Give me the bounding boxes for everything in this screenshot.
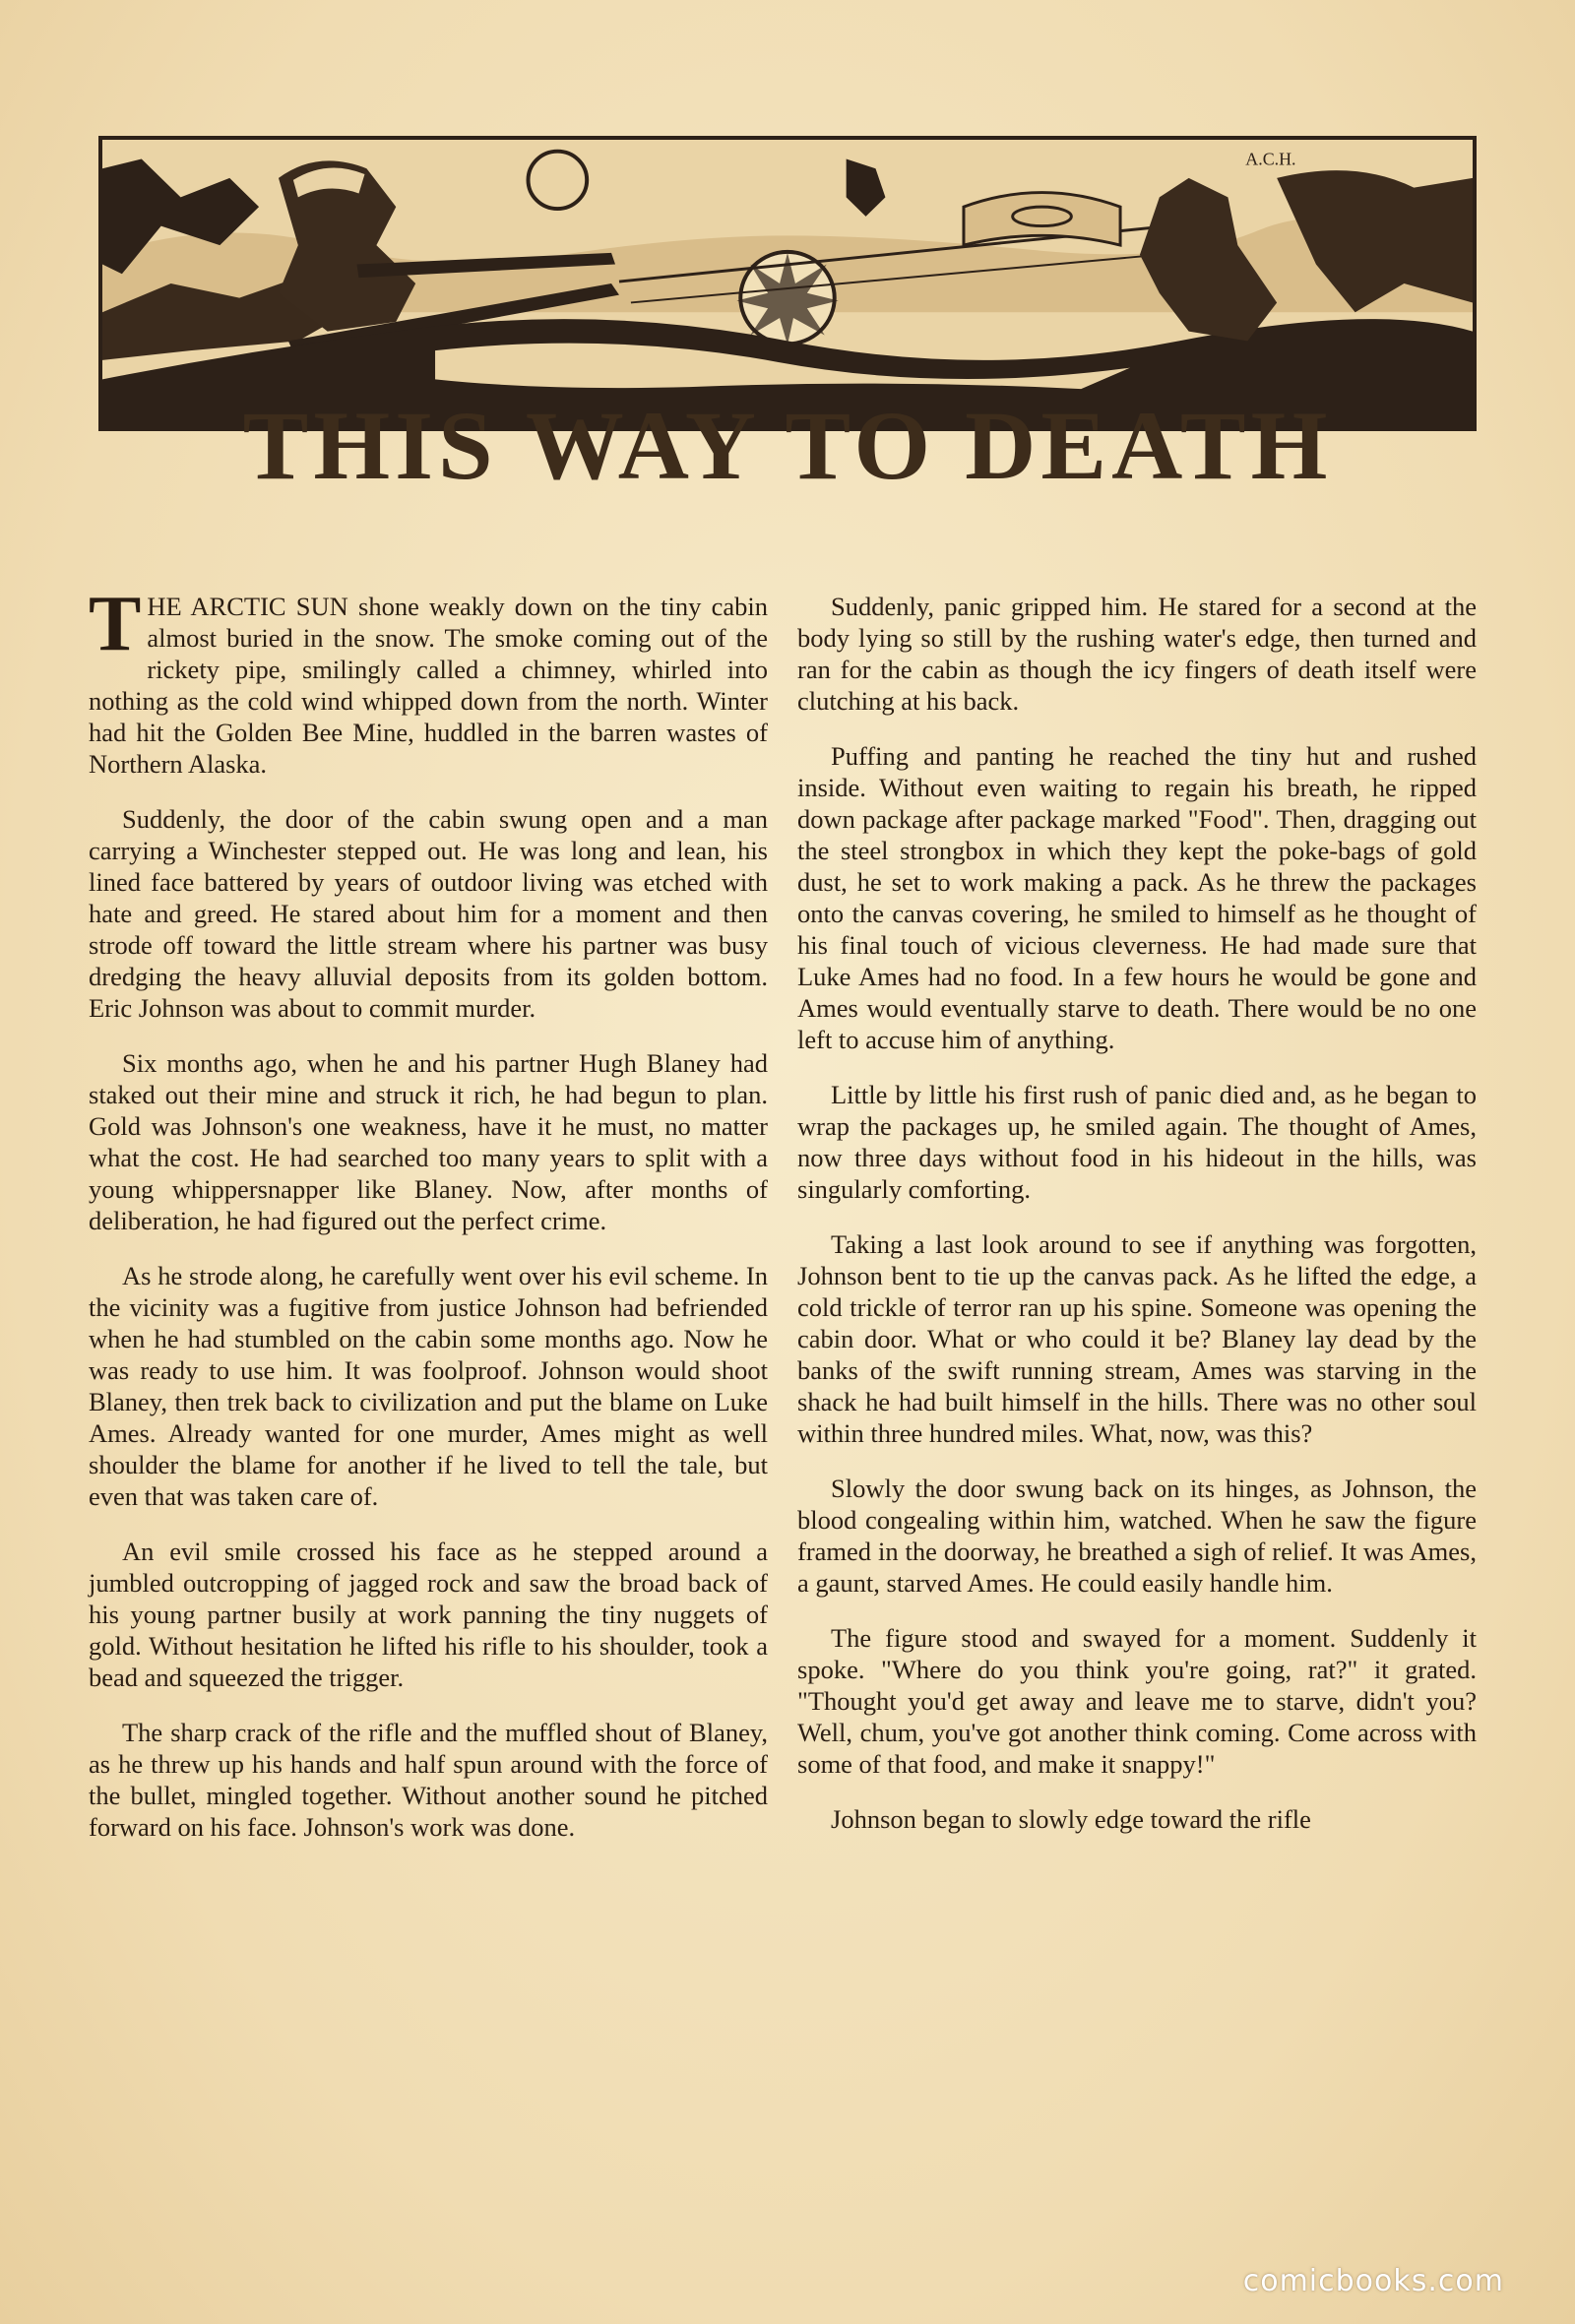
paragraph: Suddenly, the door of the cabin swung open and a man carrying a Winchester stepped out. He was long and lean, his lined face battered by years of outdoor living was etched with hate and greed. He stared about him for a moment and then strode off toward the little stream where his partner was busy dredging the heavy alluvial deposits from its golden bottom. Eric Johnson was about to commit murder. [89,804,768,1023]
right-text-column [797,591,1477,1858]
paragraph: The sharp crack of the rifle and the muffled shout of Blaney, as he threw up his hands and half spun around with the force of the bullet, mingled together. Without another sound he pitched forward on his face. Johnson's work was done. [89,1718,768,1842]
left-text-column [89,581,768,1866]
drop-cap-letter: T [89,581,142,667]
paragraph: THE ARCTIC SUN shone weakly down on the tiny cabin almost buried in the snow. The smoke coming out of the rickety pipe, smilingly called a chimney, whirled into nothing as the cold wind whipped down from the north. Winter had hit the Golden Bee Mine, huddled in the barren wastes of Northern Alaska. [89,581,768,779]
paragraph: Johnson began to slowly edge toward the rifle [831,1804,1311,1834]
paragraph: Puffing and panting he reached the tiny hut and rushed inside. Without even waiting to regain his breath, he ripped down package after package marked "Food". Then, dragging out the steel strongbox in which they kept the poke-bags of gold dust, he set to work making a pack. As he threw the packages onto the canvas covering, he smiled to himself as he thought of his final touch of vicious cleverness. He had made sure that Luke Ames had no food. In a few hours he would be gone and Ames would eventually starve to death. There would be no one left to accuse him of anything. [797,741,1477,1054]
paragraph: An evil smile crossed his face as he stepped around a jumbled outcropping of jagged rock and saw the broad back of his young partner busily at work panning the tiny nuggets of gold. Without hesitation he lifted his rifle to his shoulder, took a bead and squeezed the trigger. [89,1537,768,1692]
paragraph: The figure stood and swayed for a moment. Suddenly it spoke. "Where do you think you're going, rat?" it grated. "Thought you'd get away and leave me to starve, didn't you? Well, chum, you've got another think coming. Come across with some of that food, and make it snappy!" [797,1623,1477,1779]
paragraph: Six months ago, when he and his partner Hugh Blaney had staked out their mine and struck it rich, he had begun to plan. Gold was Johnson's one weakness, have it he must, no matter what the cost. He had searched too many years to split with a young whippersnapper like Blaney. Now, after months of deliberation, he had figured out the perfect crime. [89,1048,768,1235]
arctic-scene-image [102,140,1473,427]
paragraph: As he strode along, he carefully went over his evil scheme. In the vicinity was a fugitive from justice Johnson had befriended when he had stumbled on the cabin some months ago. Now he was ready to use him. It was foolproof. Johnson would shoot Blaney, then trek back to civilization and put the blame on Luke Ames. Already wanted for one murder, Ames might as well shoulder the blame for another if he lived to tell the tale, but even that was taken care of. [89,1261,768,1511]
paragraph: Taking a last look around to see if anything was forgotten, Johnson bent to tie up the canvas pack. As he lifted the edge, a cold trickle of terror ran up his spine. Someone was opening the cabin door. What or who could it be? Blaney lay dead by the banks of the swift running stream, Ames was starving in the shack he had built himself in the hills. There was no other soul within three hundred miles. What, now, was this? [797,1229,1477,1448]
paragraph: Suddenly, panic gripped him. He stared for a second at the body lying so still by the rushing water's edge, then turned and ran for the cabin as though the icy fingers of death itself were clutching at his back. [797,592,1477,716]
header-illustration [98,136,1477,431]
story-title: THIS WAY TO DEATH [242,391,1333,500]
paragraph: Slowly the door swung back on its hinges, as Johnson, the blood congealing within him, watched. When he saw the figure framed in the doorway, he breathed a sigh of relief. It was Ames, a gaunt, starved Ames. He could easily handle him. [797,1474,1477,1598]
artist-signature: A.C.H. [1245,149,1296,169]
site-watermark: comicbooks.com [1242,2264,1504,2298]
paragraph: Little by little his first rush of panic died and, as he began to wrap the packages up, he smiled again. The thought of Ames, now three days without food in his hideout in the hills, was singularly comforting. [797,1080,1477,1204]
